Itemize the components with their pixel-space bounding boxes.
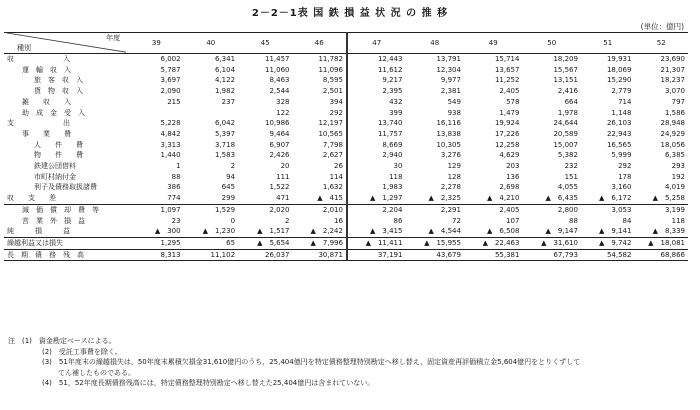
value-cell: 19,924: [494, 119, 520, 128]
value-cell: 8,313: [129, 249, 183, 261]
value-cell: 8,669: [347, 140, 406, 151]
value-cell: 22,943: [606, 129, 632, 138]
value-cell: 3,313: [160, 140, 181, 149]
row-label: 物 件 費: [34, 151, 83, 160]
value-cell: 9,977: [440, 76, 461, 85]
value-cell: 20: [280, 162, 290, 171]
row-label: 純 損 益: [7, 227, 70, 236]
value-cell: 293: [671, 162, 685, 171]
value-cell: 24,929: [660, 129, 685, 138]
value-cell: 10,986: [265, 119, 290, 128]
value-cell: 13,838: [436, 129, 461, 138]
value-cell: ▲ 9,742: [581, 237, 634, 249]
table-row: [4, 54, 688, 65]
value-cell: 4,629: [499, 151, 520, 160]
value-cell: ▲ 2,325: [428, 194, 461, 203]
value-cell: ▲ 8,339: [652, 227, 685, 236]
value-cell: 6,104: [214, 65, 236, 74]
value-cell: 5,787: [160, 65, 181, 74]
row-label: 鉄建公団借料: [34, 162, 76, 171]
value-cell: 23: [171, 216, 181, 225]
value-cell: 386: [167, 183, 181, 192]
value-cell: 6,042: [214, 119, 236, 128]
value-cell: 714: [618, 97, 632, 106]
value-cell: 18,069: [606, 65, 632, 74]
year-header-cell: 45: [238, 33, 292, 54]
value-cell: 11,102: [184, 249, 238, 261]
value-cell: 2,405: [499, 87, 520, 96]
value-cell: 11,612: [347, 65, 406, 76]
value-cell: 664: [564, 97, 578, 106]
value-cell: ▲ 15,955: [405, 237, 464, 249]
value-cell: 136: [506, 172, 520, 181]
value-cell: 11,252: [494, 76, 520, 85]
value-cell: 299: [221, 194, 236, 203]
value-cell: 1,148: [611, 108, 632, 117]
value-cell: 18,237: [660, 76, 685, 85]
value-cell: 1,586: [664, 108, 685, 117]
value-cell: 13,740: [347, 118, 406, 129]
table-row: [4, 237, 688, 249]
value-cell: 26: [334, 162, 343, 171]
value-cell: 797: [671, 97, 685, 106]
value-cell: 292: [618, 162, 632, 171]
table-row: [4, 118, 688, 129]
value-cell: 4,122: [214, 76, 236, 85]
value-cell: ▲ 9,141: [599, 227, 632, 236]
table-row: [4, 129, 688, 140]
table-title: 2－2－1表 国 鉄 損 益 状 況 の 推 移: [251, 8, 449, 19]
value-cell: 21,307: [660, 65, 685, 74]
row-label: 収 入: [7, 55, 70, 63]
value-cell: 55,381: [464, 249, 523, 261]
value-cell: 122: [276, 108, 290, 117]
note-2: (2) 受託工事費を除く。: [42, 347, 122, 356]
value-cell: 215: [167, 97, 181, 106]
value-cell: 2,698: [499, 183, 520, 192]
value-cell: 394: [329, 97, 343, 106]
table-row: [4, 65, 688, 76]
row-label: 人 件 費: [34, 140, 83, 149]
value-cell: ▲ 11,411: [347, 237, 406, 249]
value-cell: 4,055: [557, 183, 578, 192]
value-cell: 8,463: [269, 76, 290, 85]
value-cell: 2,204: [347, 204, 406, 215]
value-cell: 292: [329, 108, 343, 117]
unit-label: (単位：億円): [640, 22, 684, 31]
row-label: 運 輸 収 入: [22, 65, 71, 74]
value-cell: 23,690: [660, 55, 685, 63]
value-cell: 1,522: [269, 183, 290, 192]
value-cell: 2,291: [405, 204, 464, 215]
value-cell: 1,295: [129, 237, 183, 249]
value-cell: 3,718: [214, 140, 236, 149]
value-cell: 4,019: [664, 183, 685, 192]
value-cell: 2,800: [522, 204, 581, 215]
value-cell: 11,457: [265, 55, 290, 63]
value-cell: 2,544: [269, 87, 290, 96]
finance-table: [4, 32, 688, 261]
value-cell: 0: [230, 216, 236, 225]
value-cell: 549: [447, 97, 461, 106]
value-cell: 3,276: [440, 151, 461, 160]
value-cell: 6,907: [269, 140, 290, 149]
value-cell: 68,866: [634, 249, 688, 261]
value-cell: 12,443: [347, 54, 406, 65]
value-cell: 86: [347, 216, 406, 227]
value-cell: 6,002: [160, 55, 181, 63]
table-row: [4, 182, 688, 193]
value-cell: 67,793: [522, 249, 581, 261]
value-cell: 3,199: [634, 204, 688, 215]
value-cell: 11,060: [265, 65, 290, 74]
value-cell: 18,209: [553, 55, 578, 63]
row-label: 事 業 費: [22, 129, 71, 138]
value-cell: 432: [347, 97, 406, 108]
value-cell: 43,679: [405, 249, 464, 261]
value-cell: 107: [506, 216, 520, 225]
value-cell: 111: [276, 172, 290, 181]
table-row: [4, 97, 688, 108]
value-cell: 6,341: [214, 55, 236, 63]
value-cell: 1,982: [214, 87, 236, 96]
value-cell: 94: [226, 172, 236, 181]
value-cell: 15,007: [553, 140, 578, 149]
value-cell: 16,565: [606, 140, 632, 149]
value-cell: 178: [618, 172, 632, 181]
value-cell: 1,978: [557, 108, 578, 117]
value-cell: 471: [276, 194, 290, 203]
value-cell: 2,010: [293, 204, 347, 215]
value-cell: [129, 108, 183, 119]
table-row: [4, 249, 688, 261]
value-cell: 5,397: [214, 129, 236, 138]
value-cell: 5,999: [611, 151, 632, 160]
value-cell: 20,589: [553, 129, 578, 138]
value-cell: 2,779: [611, 87, 632, 96]
value-cell: 2,416: [557, 87, 578, 96]
corner-header-cell: [4, 33, 129, 54]
value-cell: 129: [447, 162, 461, 171]
row-label: 貨 物 収 入: [34, 87, 83, 96]
row-label: 営 業 外 損 益: [22, 216, 85, 225]
value-cell: 28,948: [660, 119, 685, 128]
year-header-cell: 46: [293, 33, 347, 54]
value-cell: 151: [564, 172, 578, 181]
value-cell: 11,757: [347, 129, 406, 140]
header-row: [4, 33, 688, 54]
value-cell: 7,798: [322, 140, 343, 149]
value-cell: 88: [171, 172, 181, 181]
row-label: 長 期 債 務 残 高: [4, 249, 129, 261]
value-cell: 2,381: [440, 87, 461, 96]
table-row: [4, 204, 688, 215]
value-cell: 72: [452, 216, 461, 225]
value-cell: 2,405: [464, 204, 523, 215]
year-header-cell: 39: [129, 33, 183, 54]
value-cell: 1: [176, 162, 181, 171]
value-cell: 10,305: [436, 140, 461, 149]
value-cell: 16,116: [436, 119, 461, 128]
value-cell: ▲ 415: [317, 194, 343, 203]
table-row: [4, 140, 688, 151]
value-cell: 26,037: [238, 249, 292, 261]
value-cell: 15,567: [553, 65, 578, 74]
value-cell: 26,103: [606, 119, 632, 128]
table-row: [4, 226, 688, 237]
value-cell: ▲ 4,210: [487, 194, 520, 203]
value-cell: 3,053: [581, 204, 634, 215]
table-row: [4, 216, 688, 227]
year-header-label: 年度: [106, 34, 121, 42]
value-cell: 1,632: [322, 183, 343, 192]
value-cell: 645: [221, 183, 236, 192]
value-cell: ▲ 300: [154, 227, 181, 236]
value-cell: 84: [622, 216, 632, 225]
value-cell: ▲ 9,147: [545, 227, 578, 236]
value-cell: ▲ 1,230: [202, 227, 236, 236]
value-cell: ▲ 6,435: [545, 194, 578, 203]
value-cell: 1,583: [214, 151, 236, 160]
value-cell: 1,983: [347, 182, 406, 193]
value-cell: 24,644: [553, 119, 578, 128]
value-cell: 2,426: [269, 151, 290, 160]
value-cell: ▲ 18,081: [634, 237, 688, 249]
note-3: (3) 51年度末の繰越損失は，50年度末累積欠損金31,610億円のうち，25,404億円を特定債務整理特別勘定へ移し替え，固定資産再評価積立金5,604億円をとりくずして: [42, 358, 581, 366]
row-label: 市町村納付金: [34, 172, 76, 181]
row-label: 助 成 金 受 入: [22, 108, 85, 117]
value-cell: 114: [329, 172, 343, 181]
value-cell: 118: [671, 216, 685, 225]
value-cell: ▲ 1,517: [257, 227, 290, 236]
year-header-cell: 51: [581, 33, 634, 54]
row-label: 繰越利益又は損失: [4, 237, 129, 249]
value-cell: [184, 108, 238, 119]
table-row: [4, 75, 688, 86]
value-cell: 2,020: [238, 204, 292, 215]
value-cell: ▲ 4,544: [428, 227, 461, 236]
value-cell: 328: [276, 97, 290, 106]
value-cell: 88: [569, 216, 578, 225]
value-cell: 232: [564, 162, 578, 171]
value-cell: ▲ 5,654: [238, 237, 292, 249]
row-label: 減 価 償 却 費 等: [4, 204, 129, 215]
note-3-continued: てん補したものである。: [58, 368, 135, 377]
value-cell: ▲ 2,242: [310, 227, 343, 236]
value-cell: 1,529: [184, 204, 238, 215]
value-cell: 3,160: [611, 183, 632, 192]
value-cell: 11,096: [318, 65, 343, 74]
value-cell: 19,931: [606, 55, 632, 63]
value-cell: 774: [167, 194, 181, 203]
value-cell: 37,191: [347, 249, 406, 261]
value-cell: 203: [506, 162, 520, 171]
value-cell: 30,871: [293, 249, 347, 261]
value-cell: 192: [671, 172, 685, 181]
table-row: [4, 193, 688, 204]
value-cell: 12,258: [494, 140, 520, 149]
value-cell: ▲ 7,996: [293, 237, 347, 249]
note-4: (4) 51，52年度長期債務残高には，特定債務整理特別勘定へ移し替えた25,404億円は含まれていない。: [42, 379, 375, 387]
value-cell: 3,070: [664, 87, 685, 96]
value-cell: 237: [221, 97, 236, 106]
value-cell: 5,228: [160, 119, 181, 128]
value-cell: 1,479: [499, 108, 520, 117]
value-cell: 2,395: [347, 86, 406, 97]
table-row: [4, 86, 688, 97]
value-cell: 1,440: [160, 151, 181, 160]
year-header-cell: 49: [464, 33, 523, 54]
value-cell: 2: [230, 162, 236, 171]
note-1: 注 (1) 資金勘定ベースによる。: [8, 337, 116, 345]
table-row: [4, 172, 688, 183]
year-header-cell: 40: [184, 33, 238, 54]
value-cell: 6,385: [664, 151, 685, 160]
table-row: [4, 108, 688, 119]
value-cell: ▲ 31,610: [522, 237, 581, 249]
value-cell: 18,056: [660, 140, 685, 149]
value-cell: 9,464: [269, 129, 290, 138]
year-header-cell: 52: [634, 33, 688, 54]
value-cell: ▲ 6,508: [487, 227, 520, 236]
row-label: 利子及債務取扱諸費: [34, 183, 97, 192]
value-cell: 2,627: [322, 151, 343, 160]
year-header-cell: 48: [405, 33, 464, 54]
row-label: 支 出: [7, 119, 70, 128]
value-cell: 3,697: [160, 76, 181, 85]
value-cell: 54,582: [581, 249, 634, 261]
year-header-cell: 50: [522, 33, 581, 54]
value-cell: 5,382: [557, 151, 578, 160]
table-body: [4, 33, 688, 261]
value-cell: 10,565: [318, 129, 343, 138]
value-cell: 13,791: [436, 55, 461, 63]
row-label: 収 支 差: [7, 194, 56, 203]
item-header-label: 種別: [17, 44, 31, 52]
value-cell: 4,842: [160, 129, 181, 138]
value-cell: 2,940: [347, 150, 406, 161]
value-cell: 17,226: [494, 129, 520, 138]
row-label: 旅 客 収 入: [34, 76, 83, 85]
value-cell: 938: [447, 108, 461, 117]
year-header-cell: 47: [347, 33, 406, 54]
value-cell: 399: [347, 108, 406, 119]
value-cell: 13,657: [494, 65, 520, 74]
value-cell: 578: [506, 97, 520, 106]
value-cell: 1,097: [129, 204, 183, 215]
value-cell: 30: [347, 161, 406, 172]
value-cell: 8,595: [322, 76, 343, 85]
value-cell: 16: [334, 216, 343, 225]
value-cell: 15,290: [606, 76, 632, 85]
value-cell: ▲ 22,463: [464, 237, 523, 249]
row-label: 雑 収 入: [22, 97, 71, 106]
value-cell: 65: [184, 237, 238, 249]
value-cell: ▲ 1,297: [347, 193, 406, 204]
value-cell: 12,304: [436, 65, 461, 74]
value-cell: 118: [347, 172, 406, 183]
value-cell: 11,782: [318, 55, 343, 63]
value-cell: 9,217: [347, 75, 406, 86]
value-cell: 2,501: [322, 87, 343, 96]
value-cell: ▲ 3,415: [347, 226, 406, 237]
value-cell: 128: [447, 172, 461, 181]
table-row: [4, 161, 688, 172]
value-cell: 2,090: [160, 87, 181, 96]
value-cell: ▲ 6,172: [599, 194, 632, 203]
value-cell: 12,197: [318, 119, 343, 128]
value-cell: ▲ 5,258: [652, 194, 685, 203]
table-row: [4, 150, 688, 161]
value-cell: 15,714: [494, 55, 520, 63]
notes: [8, 336, 692, 389]
value-cell: 2,278: [440, 183, 461, 192]
value-cell: 13,151: [553, 76, 578, 85]
value-cell: 2: [285, 216, 290, 225]
